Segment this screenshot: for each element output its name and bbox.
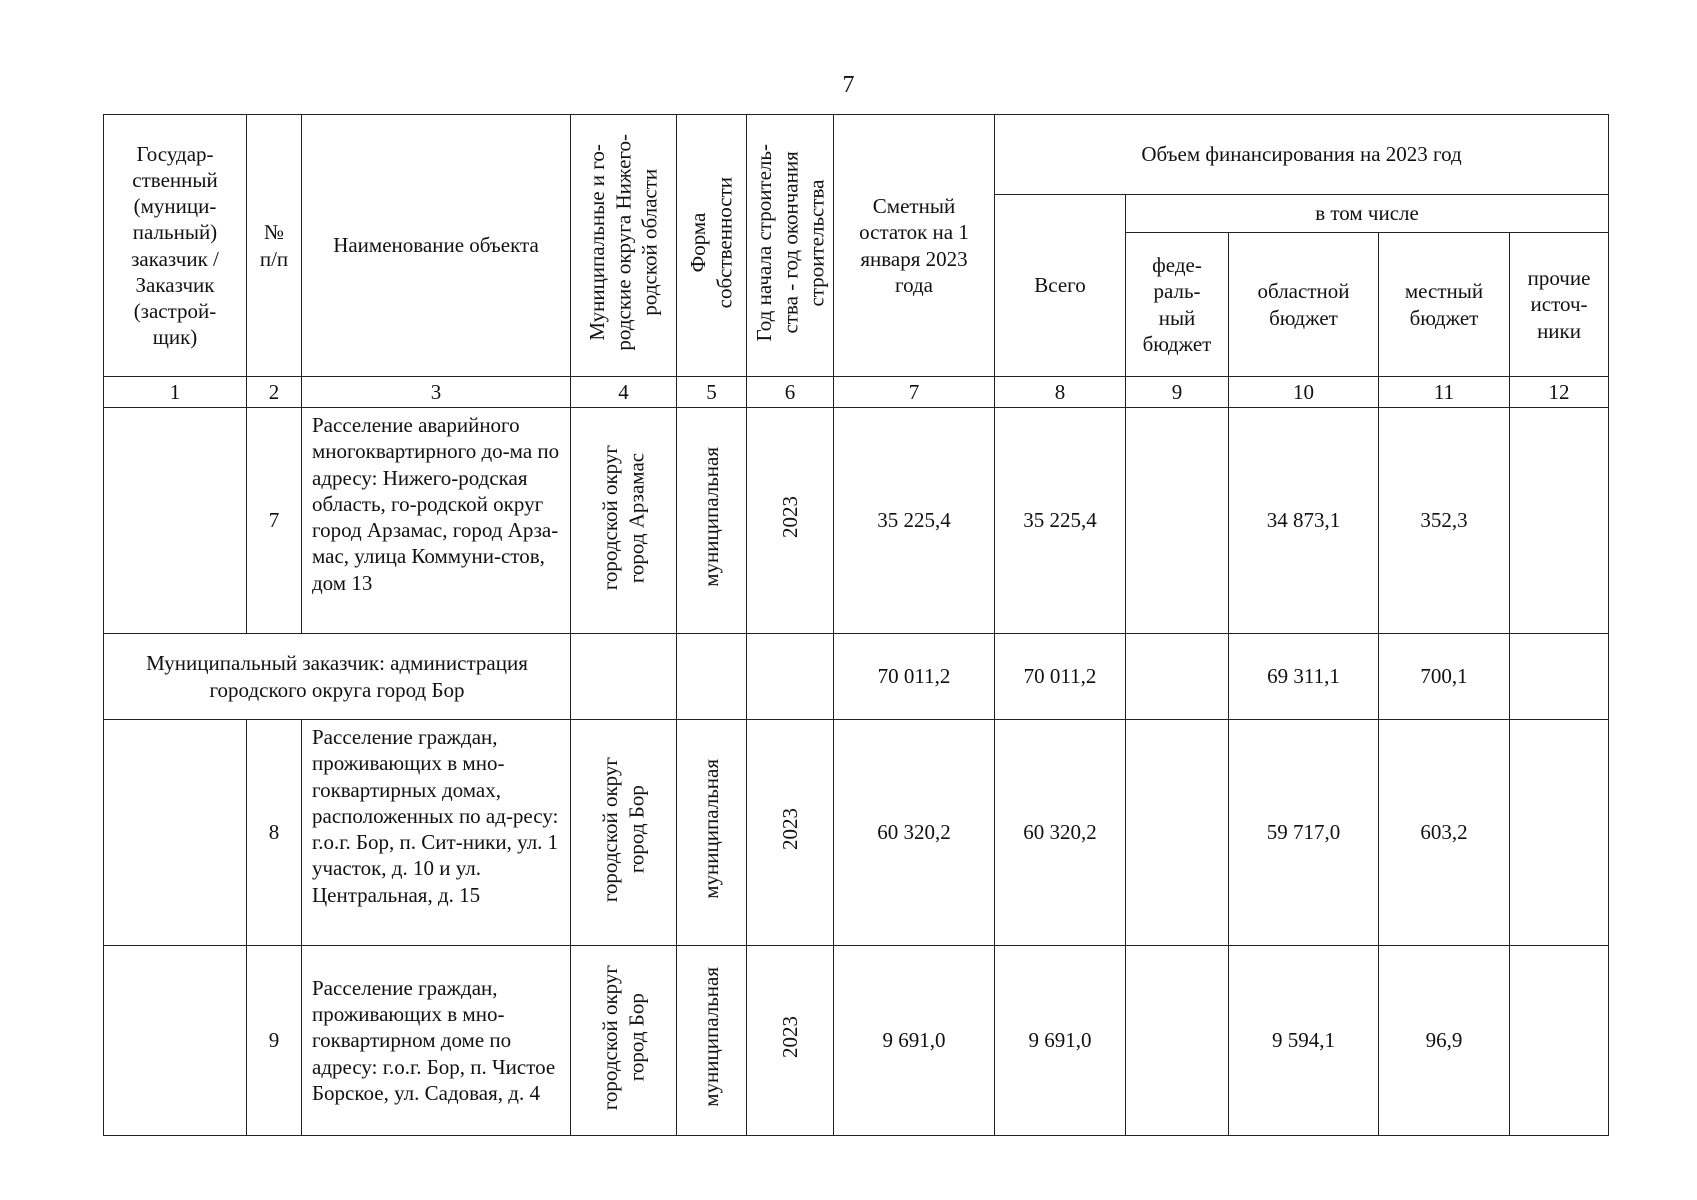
header-ownership (677, 115, 747, 377)
subtotal-label: Муниципальный заказчик: администрация городского округа город Бор (104, 634, 571, 720)
header-municipal (571, 115, 677, 377)
row-balance: 35 225,4 (834, 408, 995, 634)
page-number: 7 (842, 72, 855, 98)
column-number: 8 (995, 377, 1126, 408)
header-including: в том числе (1126, 195, 1609, 233)
row-object-name: Расселение граждан, проживающих в мно-гоквартирном доме по адресу: г.о.г. Бор, п. Чистое Борское, ул. Садовая, д. 4 (302, 946, 571, 1136)
header-financing: Объем финансирования на 2023 год (995, 115, 1609, 195)
row-local: 603,2 (1379, 720, 1510, 946)
subtotal-ownership (677, 634, 747, 720)
row-total: 35 225,4 (995, 408, 1126, 634)
row-municipal (571, 720, 677, 946)
row-total: 9 691,0 (995, 946, 1126, 1136)
header-object-name: Наименование объекта (302, 115, 571, 377)
subtotal-local: 700,1 (1379, 634, 1510, 720)
header-ownership-text: Форма собственности (686, 176, 737, 309)
row-municipal-text: городской округ город Бор (598, 756, 649, 902)
row-regional: 9 594,1 (1229, 946, 1379, 1136)
column-number-row (104, 377, 1609, 408)
subtotal-other (1510, 634, 1609, 720)
subtotal-municipal (571, 634, 677, 720)
row-other (1510, 946, 1609, 1136)
column-number: 1 (104, 377, 247, 408)
row-num: 9 (247, 946, 302, 1136)
subtotal-row (104, 634, 1609, 720)
row-year (747, 408, 834, 634)
row-ownership (677, 408, 747, 634)
row-municipal (571, 408, 677, 634)
row-other (1510, 408, 1609, 634)
header-total: Всего (995, 195, 1126, 377)
row-customer (104, 946, 247, 1136)
column-number: 11 (1379, 377, 1510, 408)
row-year-text: 2023 (777, 496, 802, 539)
header-other: прочие источ-ники (1510, 233, 1609, 377)
row-ownership (677, 720, 747, 946)
row-local: 352,3 (1379, 408, 1510, 634)
row-ownership (677, 946, 747, 1136)
row-balance: 60 320,2 (834, 720, 995, 946)
column-number: 7 (834, 377, 995, 408)
header-municipal-text: Муниципальные и го- родские округа Нижего- родской области (585, 134, 662, 351)
row-balance: 9 691,0 (834, 946, 995, 1136)
subtotal-federal (1126, 634, 1229, 720)
header-federal: феде-раль-ный бюджет (1126, 233, 1229, 377)
row-total: 60 320,2 (995, 720, 1126, 946)
subtotal-regional: 69 311,1 (1229, 634, 1379, 720)
row-ownership-text: муниципальная (699, 759, 724, 900)
column-number: 4 (571, 377, 677, 408)
row-federal (1126, 946, 1229, 1136)
row-year (747, 946, 834, 1136)
column-number: 12 (1510, 377, 1609, 408)
header-row (104, 115, 1609, 195)
row-num: 8 (247, 720, 302, 946)
row-municipal-text: городской округ город Арзамас (598, 444, 649, 590)
row-year-text: 2023 (777, 1016, 802, 1059)
table-row (104, 720, 1609, 946)
row-year (747, 720, 834, 946)
column-number: 2 (247, 377, 302, 408)
table-row (104, 408, 1609, 634)
column-number: 9 (1126, 377, 1229, 408)
row-ownership-text: муниципальная (699, 967, 724, 1108)
row-customer (104, 408, 247, 634)
column-number: 6 (747, 377, 834, 408)
column-number: 3 (302, 377, 571, 408)
row-num: 7 (247, 408, 302, 634)
header-regional: областной бюджет (1229, 233, 1379, 377)
row-federal (1126, 408, 1229, 634)
header-years-text: Год начала строитель- ства - год окончания строительства (751, 143, 829, 342)
subtotal-total: 70 011,2 (995, 634, 1126, 720)
row-object-name: Расселение граждан, проживающих в мно-гоквартирных домах, расположенных по ад-ресу: г.о.г. Бор, п. Сит-ники, ул. 1 участок, д. 10 и ул. Центральная, д. 15 (302, 720, 571, 946)
column-number: 5 (677, 377, 747, 408)
header-local: местный бюджет (1379, 233, 1510, 377)
header-num: № п/п (247, 115, 302, 377)
row-municipal-text: городской округ город Бор (598, 964, 649, 1110)
subtotal-balance: 70 011,2 (834, 634, 995, 720)
header-years (747, 115, 834, 377)
subtotal-year (747, 634, 834, 720)
row-year-text: 2023 (777, 808, 802, 851)
table-row (104, 946, 1609, 1136)
row-regional: 34 873,1 (1229, 408, 1379, 634)
row-federal (1126, 720, 1229, 946)
header-balance: Сметный остаток на 1 января 2023 года (834, 115, 995, 377)
row-object-name: Расселение аварийного многоквартирного до-ма по адресу: Нижего-родская область, го-родской округ город Арзамас, город Арза-мас, улица Коммуни-стов, дом 13 (302, 408, 571, 634)
row-municipal (571, 946, 677, 1136)
row-other (1510, 720, 1609, 946)
row-regional: 59 717,0 (1229, 720, 1379, 946)
row-local: 96,9 (1379, 946, 1510, 1136)
column-number: 10 (1229, 377, 1379, 408)
financing-table (103, 114, 1609, 1136)
row-ownership-text: муниципальная (699, 447, 724, 588)
row-customer (104, 720, 247, 946)
header-customer: Государ-ственный (муници-пальный) заказчик / Заказчик (застрой-щик) (104, 115, 247, 377)
